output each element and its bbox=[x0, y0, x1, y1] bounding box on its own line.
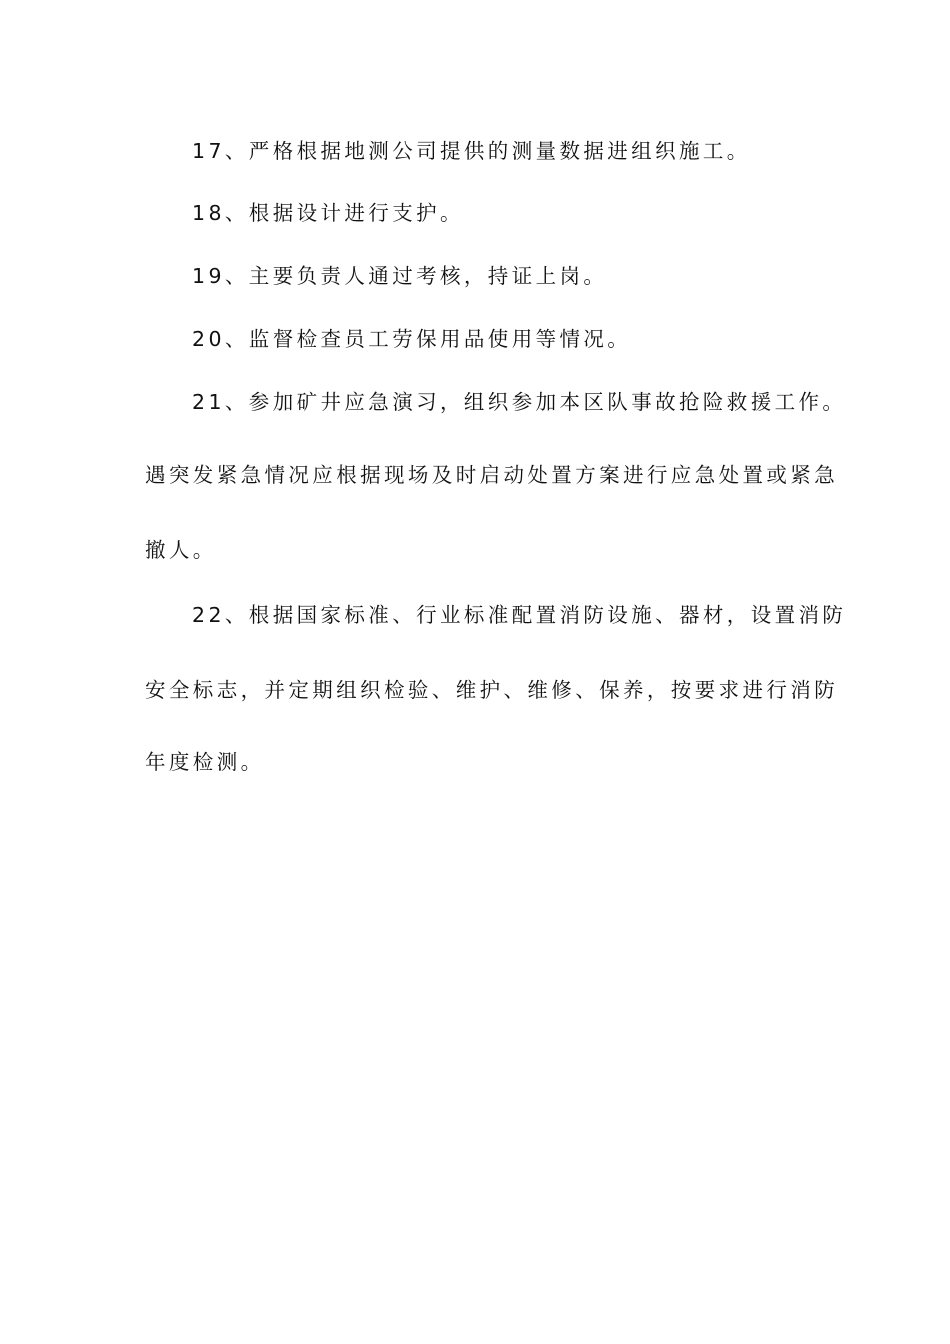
item-number: 19 bbox=[192, 264, 225, 288]
item-18 bbox=[192, 199, 857, 227]
item-text: 、参加矿井应急演习，组织参加本区队事故抢险救援工作。 bbox=[224, 390, 847, 414]
item-text: 、严格根据地测公司提供的测量数据进组织施工。 bbox=[224, 139, 751, 163]
item-number: 21 bbox=[192, 390, 225, 414]
item-text: 、根据国家标准、行业标准配置消防设施、器材，设置消防 bbox=[224, 603, 847, 627]
item-number: 18 bbox=[192, 201, 225, 225]
item-21 bbox=[192, 388, 857, 416]
item-text: 、主要负责人通过考核，持证上岗。 bbox=[224, 264, 608, 288]
item-17 bbox=[192, 137, 857, 165]
item-number: 22 bbox=[192, 603, 225, 627]
item-22 bbox=[192, 601, 857, 629]
item-19 bbox=[192, 262, 857, 290]
item-22-continuation-line: 安全标志，并定期组织检验、维护、维修、保养，按要求进行消防 bbox=[145, 678, 839, 702]
item-number: 17 bbox=[192, 139, 225, 163]
item-21-continuation-line: 遇突发紧急情况应根据现场及时启动处置方案进行应急处置或紧急 bbox=[145, 463, 839, 487]
item-text: 、根据设计进行支护。 bbox=[224, 201, 464, 225]
item-20 bbox=[192, 325, 857, 353]
item-21-continuation-line: 撤人。 bbox=[145, 538, 217, 562]
item-number: 20 bbox=[192, 327, 225, 351]
item-22-continuation-line: 年度检测。 bbox=[145, 750, 265, 774]
item-text: 、监督检查员工劳保用品使用等情况。 bbox=[224, 327, 632, 351]
